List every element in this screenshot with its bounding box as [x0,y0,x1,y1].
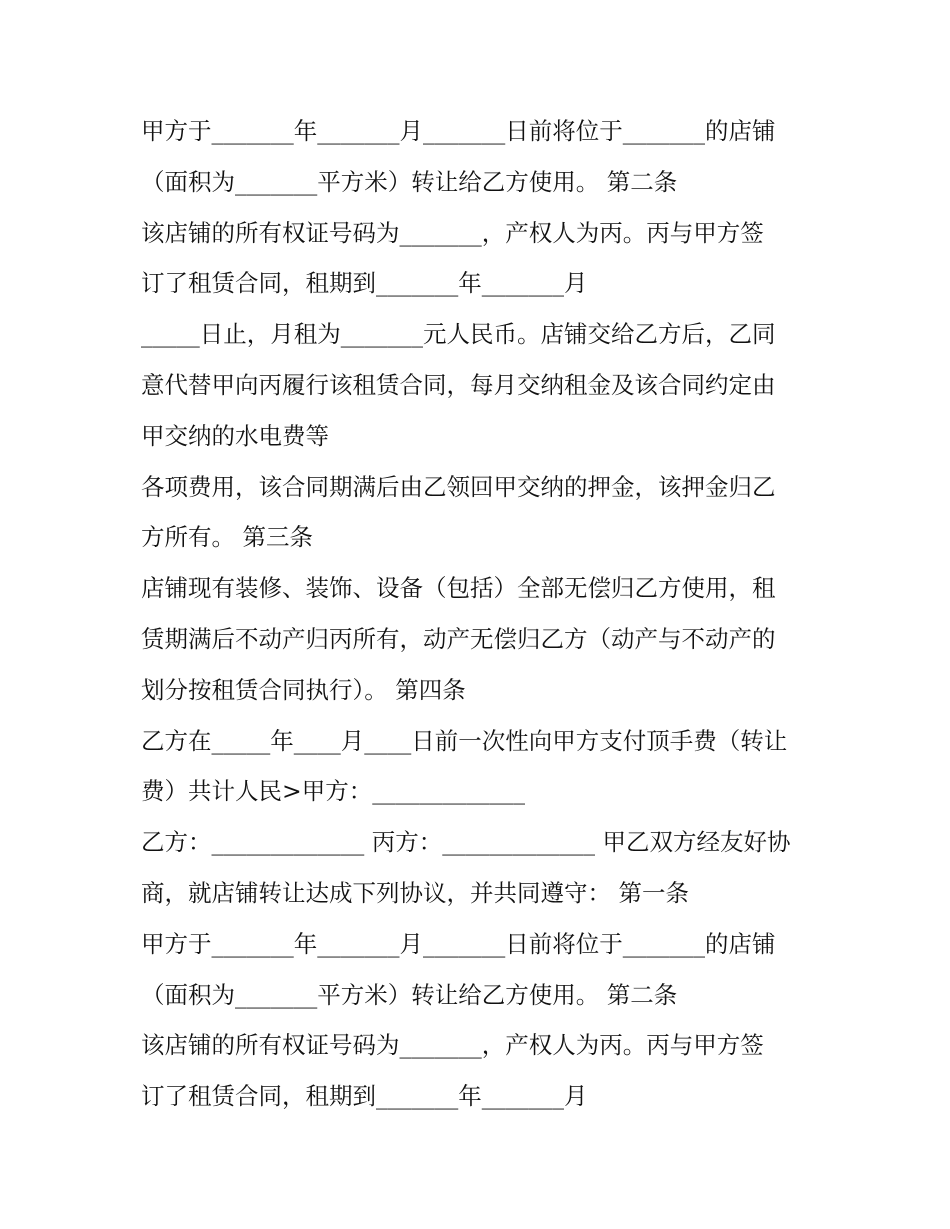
text-line: 该店铺的所有权证号码为_______，产权人为丙。丙与甲方签 [141,218,764,247]
text-line: 甲方于_______年_______月_______日前将位于_______的店铺 [141,929,776,958]
text-line: 甲方于_______年_______月_______日前将位于_______的店铺 [141,117,776,145]
text-line: 划分按租赁合同执行）。 第四条 [141,675,466,704]
contract-text [141,106,821,1122]
text-line: 该店铺的所有权证号码为_______，产权人为丙。丙与甲方签 [141,1031,764,1060]
text-line: 各项费用，该合同期满后由乙领回甲交纳的押金，该押金归乙 [141,472,776,501]
text-line: 商，就店铺转让达成下列协议，并共同遵守： 第一条 [141,878,689,907]
text-line: _____日止，月租为_______元人民币。店铺交给乙方后，乙同 [141,320,776,349]
text-line: 意代替甲向丙履行该租赁合同，每月交纳租金及该合同约定由 [141,370,776,399]
text-line: 费）共计人民>甲方：_____________ [141,777,525,806]
text-line: 乙方在_____年____月____日前一次性向甲方支付顶手费（转让 [141,726,788,755]
text-line: 方所有。 第三条 [141,523,313,552]
text-line: 赁期满后不动产归丙所有，动产无偿归乙方（动产与不动产的 [141,624,776,653]
text-line: 店铺现有装修、装饰、设备（包括）全部无偿归乙方使用，租 [141,574,776,603]
text-line: 甲交纳的水电费等 [141,421,329,450]
text-line: 订了租赁合同，租期到_______年_______月 [141,269,588,298]
text-line: （面积为_______平方米）转让给乙方使用。 第二条 [141,980,678,1009]
text-line: 订了租赁合同，租期到_______年_______月 [141,1082,588,1111]
text-line: 乙方：_____________ 丙方：_____________ 甲乙双方经友好协 [141,828,791,857]
text-line: （面积为_______平方米）转让给乙方使用。 第二条 [141,167,678,196]
